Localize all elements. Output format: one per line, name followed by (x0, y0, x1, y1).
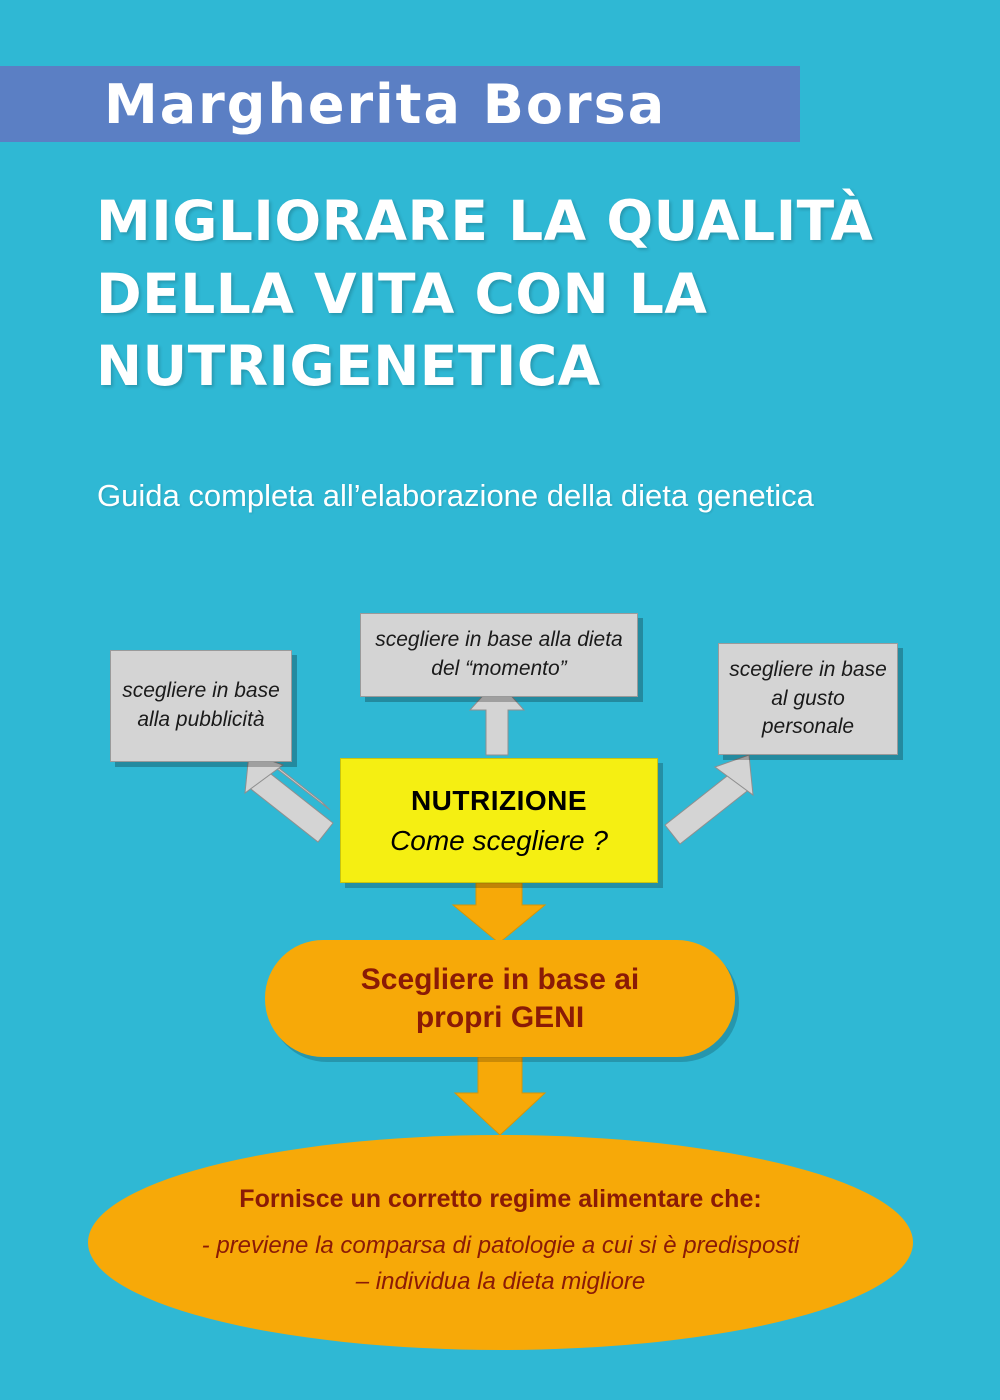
central-node-nutrizione (340, 758, 658, 883)
outcome-node (88, 1135, 913, 1350)
author-band (0, 66, 800, 142)
option-box-momento: scegliere in base alla dieta del “momento” (360, 613, 638, 697)
nutrigenetics-diagram (0, 575, 1000, 1365)
result-line-2: propri GENI (415, 1000, 585, 1034)
title-line-3: NUTRIGENETICA (96, 334, 601, 399)
title-line-1: MIGLIORARE LA QUALITÀ (96, 189, 874, 253)
option-box-gusto: scegliere in base al gusto personale (718, 643, 898, 755)
outcome-heading: Fornisce un corretto regime alimentare che: (239, 1185, 762, 1213)
author-name: Margherita Borsa (104, 72, 667, 136)
arrow-down-to-outcome (455, 1057, 545, 1135)
page-title (96, 185, 946, 403)
result-line-1: Scegliere in base ai (360, 963, 640, 996)
central-node-question: Come scegliere ? (390, 824, 608, 856)
arrow-left-shaft (245, 753, 333, 842)
central-node-title: NUTRIZIONE (410, 784, 588, 816)
option-box-pubblicita: scegliere in base alla pubblicità (110, 650, 292, 762)
result-node-geni (265, 940, 735, 1057)
title-line-2: DELLA VITA CON LA (96, 261, 708, 326)
cover-subtitle: Guida completa all’elaborazione della dieta genetica (97, 478, 814, 513)
arrow-down-to-geni (453, 883, 545, 943)
arrow-right (665, 755, 753, 844)
outcome-item-2: – individua la dieta migliore (355, 1268, 646, 1295)
outcome-item-1: - previene la comparsa di patologie a cui si è predisposti (201, 1232, 800, 1259)
